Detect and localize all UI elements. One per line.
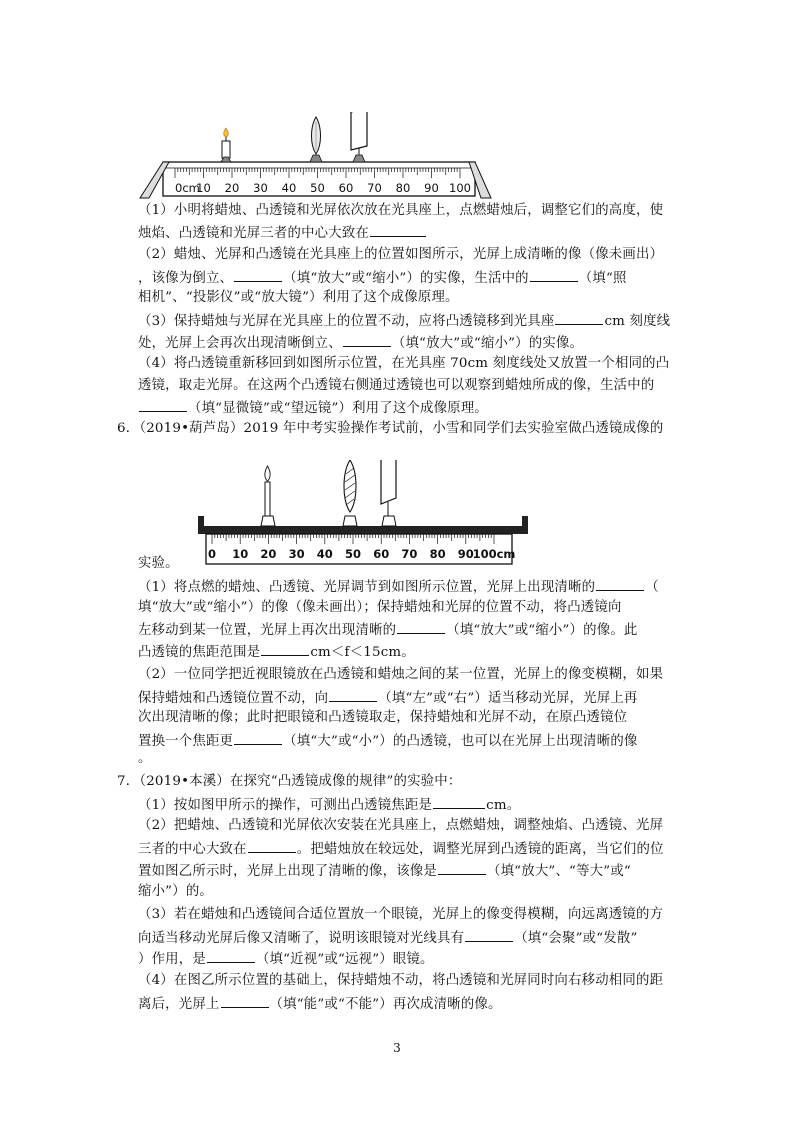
optical-bench-figure-1	[135, 112, 495, 200]
ruler-label: 60	[338, 181, 354, 195]
q5-part3-line1: （3）保持蜡烛与光屏在光具座上的位置不动，应将凸透镜移到光具座 cm 刻度线	[138, 311, 670, 331]
ruler-label: 30	[288, 547, 305, 561]
q7-part4-line1: （4）在图乙所示位置的基础上，保持蜡烛不动，将凸透镜和光屏同时向右移动相同的距	[138, 973, 664, 988]
answer-blank[interactable]	[234, 731, 282, 745]
ruler-label: 90	[457, 547, 474, 561]
q7-part4-line2: 离后，光屏上 （填“能”或“不能”）再次成清晰的像。	[138, 994, 502, 1014]
q5-part2-line2: ，该像为倒立、 （填“放大”或“缩小”）的实像，生活中的 （填“照	[138, 268, 627, 288]
q6-part1-line3: 左移动到某一位置，光屏上再次出现清晰的 （填“放大”或“缩小”）的像。此	[138, 620, 638, 640]
q5-part2-line1: （2）蜡烛、光屏和凸透镜在光具座上的位置如图所示，光屏上成清晰的像（像未画出）	[138, 247, 664, 262]
answer-blank[interactable]	[343, 333, 391, 347]
optical-bench-figure-2	[198, 460, 528, 566]
answer-blank[interactable]	[207, 949, 255, 963]
answer-blank[interactable]	[329, 688, 377, 702]
ruler-label: 20	[260, 547, 277, 561]
q5-part4-line2: 透镜，取走光屏。在这两个凸透镜右侧通过透镜也可以观察到蜡烛所成的像，生活中的	[138, 378, 655, 393]
q7-part3-line1: （3）若在蜡烛和凸透镜间合适位置放一个眼镜，光屏上的像变得模糊，向远离透镜的方	[138, 907, 664, 922]
convex-lens-icon	[310, 117, 322, 162]
page-number: 3	[393, 1041, 401, 1055]
answer-blank[interactable]	[397, 620, 445, 634]
ruler-label: 50	[344, 547, 362, 561]
light-screen-icon	[351, 112, 367, 162]
ruler-label: 40	[281, 181, 297, 195]
q5-part4-line3: （填“显微镜”或“望远镜”）利用了这个成像原理。	[138, 398, 488, 418]
q5-part1-line1: （1）小明将蜡烛、凸透镜和光屏依次放在光具座上，点燃蜡烛后，调整它们的高度，使	[138, 203, 664, 218]
answer-blank[interactable]	[221, 994, 269, 1008]
ruler-label: 100	[449, 181, 471, 195]
q6-header: 6．（2019•葫芦岛）2019 年中考实验操作考试前，小雪和同学们去实验室做凸透镜成像的	[117, 421, 664, 436]
q5-part4-line1: （4）将凸透镜重新移回到如图所示位置，在光具座 70cm 刻度线处又放置一个相同的凸	[138, 356, 670, 371]
candle-icon	[221, 128, 231, 162]
q7-part2-line4: 缩小”）的。	[138, 884, 213, 899]
ruler-label: 50	[310, 181, 325, 195]
answer-blank[interactable]	[370, 223, 426, 237]
q6-part2-line2: 保持蜡烛和凸透镜位置不动，向 （填“左”或“右”）适当移动光屏，光屏上再	[138, 688, 638, 708]
answer-blank[interactable]	[530, 268, 578, 282]
q6-header-tail: 实验。	[138, 556, 179, 571]
q7-part2-line2: 三者的中心大致在 。把蜡烛放在较远处，调整光屏到凸透镜的距离，当它们的位	[138, 839, 664, 859]
ruler-label: 90	[424, 181, 439, 195]
q6-part2-line5: 。	[138, 751, 152, 766]
answer-blank[interactable]	[234, 268, 282, 282]
convex-lens-icon	[343, 460, 357, 526]
answer-blank[interactable]	[596, 577, 644, 591]
q6-part1-line1: （1）将点燃的蜡烛、凸透镜、光屏调节到如图所示位置，光屏上出现清晰的 （	[138, 577, 659, 597]
q6-part2-line3: 次出现清晰的像；此时把眼镜和凸透镜取走，保持蜡烛和光屏不动，在原凸透镜位	[138, 710, 628, 725]
q7-part3-line3: ）作用，是 （填“近视”或“远视”）眼镜。	[138, 949, 434, 969]
q7-part3-line2: 向适当移动光屏后像又清晰了，说明该眼镜对光线具有 （填“会聚”或“发散”	[138, 928, 638, 948]
answer-blank[interactable]	[438, 861, 486, 875]
q5-part2-line3: 相机”、“投影仪”或“放大镜”）利用了这个成像原理。	[138, 290, 459, 305]
ruler-label: 70	[367, 181, 382, 195]
ruler-label: 10	[232, 547, 249, 561]
q5-part3-line2: 处，光屏上会再次出现清晰倒立、 （填“放大”或“缩小”）的实像。	[138, 333, 583, 353]
q7-part1: （1）按如图甲所示的操作，可测出凸透镜焦距是 cm。	[138, 795, 520, 815]
light-screen-icon	[381, 460, 396, 526]
q6-part2-line4: 置换一个焦距更 （填“大”或“小”）的凸透镜，也可以在光屏上出现清晰的像	[138, 731, 638, 751]
q7-header: 7．（2019•本溪）在探究“凸透镜成像的规律”的实验中：	[117, 774, 462, 789]
answer-blank[interactable]	[139, 398, 187, 412]
q7-part2-line3: 置如图乙所示时，光屏上出现了清晰的像，该像是 （填“放大”、“等大”或“	[138, 861, 631, 881]
ruler-label: 80	[429, 547, 446, 561]
ruler-label: 80	[395, 181, 411, 195]
answer-blank[interactable]	[248, 839, 296, 853]
answer-blank[interactable]	[261, 642, 309, 656]
answer-blank[interactable]	[465, 928, 513, 942]
q6-part1-line2: 填“放大”或“缩小”）的像（像未画出）；保持蜡烛和光屏的位置不动，将凸透镜向	[138, 600, 622, 615]
q6-part2-line1: （2）一位同学把近视眼镜放在凸透镜和蜡烛之间的某一位置，光屏上的像变模糊，如果	[138, 667, 664, 682]
candle-icon	[261, 466, 275, 526]
ruler-label: 10	[196, 181, 211, 195]
q5-part1-line2: 烛焰、凸透镜和光屏三者的中心大致在	[138, 223, 427, 243]
ruler-label: 30	[253, 181, 268, 195]
ruler-label: 70	[401, 547, 418, 561]
answer-blank[interactable]	[433, 795, 485, 809]
answer-blank[interactable]	[555, 311, 603, 325]
ruler-label: 60	[373, 547, 390, 561]
ruler-label: 40	[316, 547, 333, 561]
ruler-label: 100cm	[472, 547, 516, 561]
ruler-label: 0	[207, 547, 217, 561]
q6-part1-line4: 凸透镜的焦距范围是 cm＜f＜15cm。	[138, 642, 415, 662]
q7-part2-line1: （2）把蜡烛、凸透镜和光屏依次安装在光具座上，点燃蜡烛，调整烛焰、凸透镜、光屏	[138, 818, 664, 833]
ruler-label: 0cm	[175, 181, 200, 195]
ruler-label: 20	[224, 181, 240, 195]
